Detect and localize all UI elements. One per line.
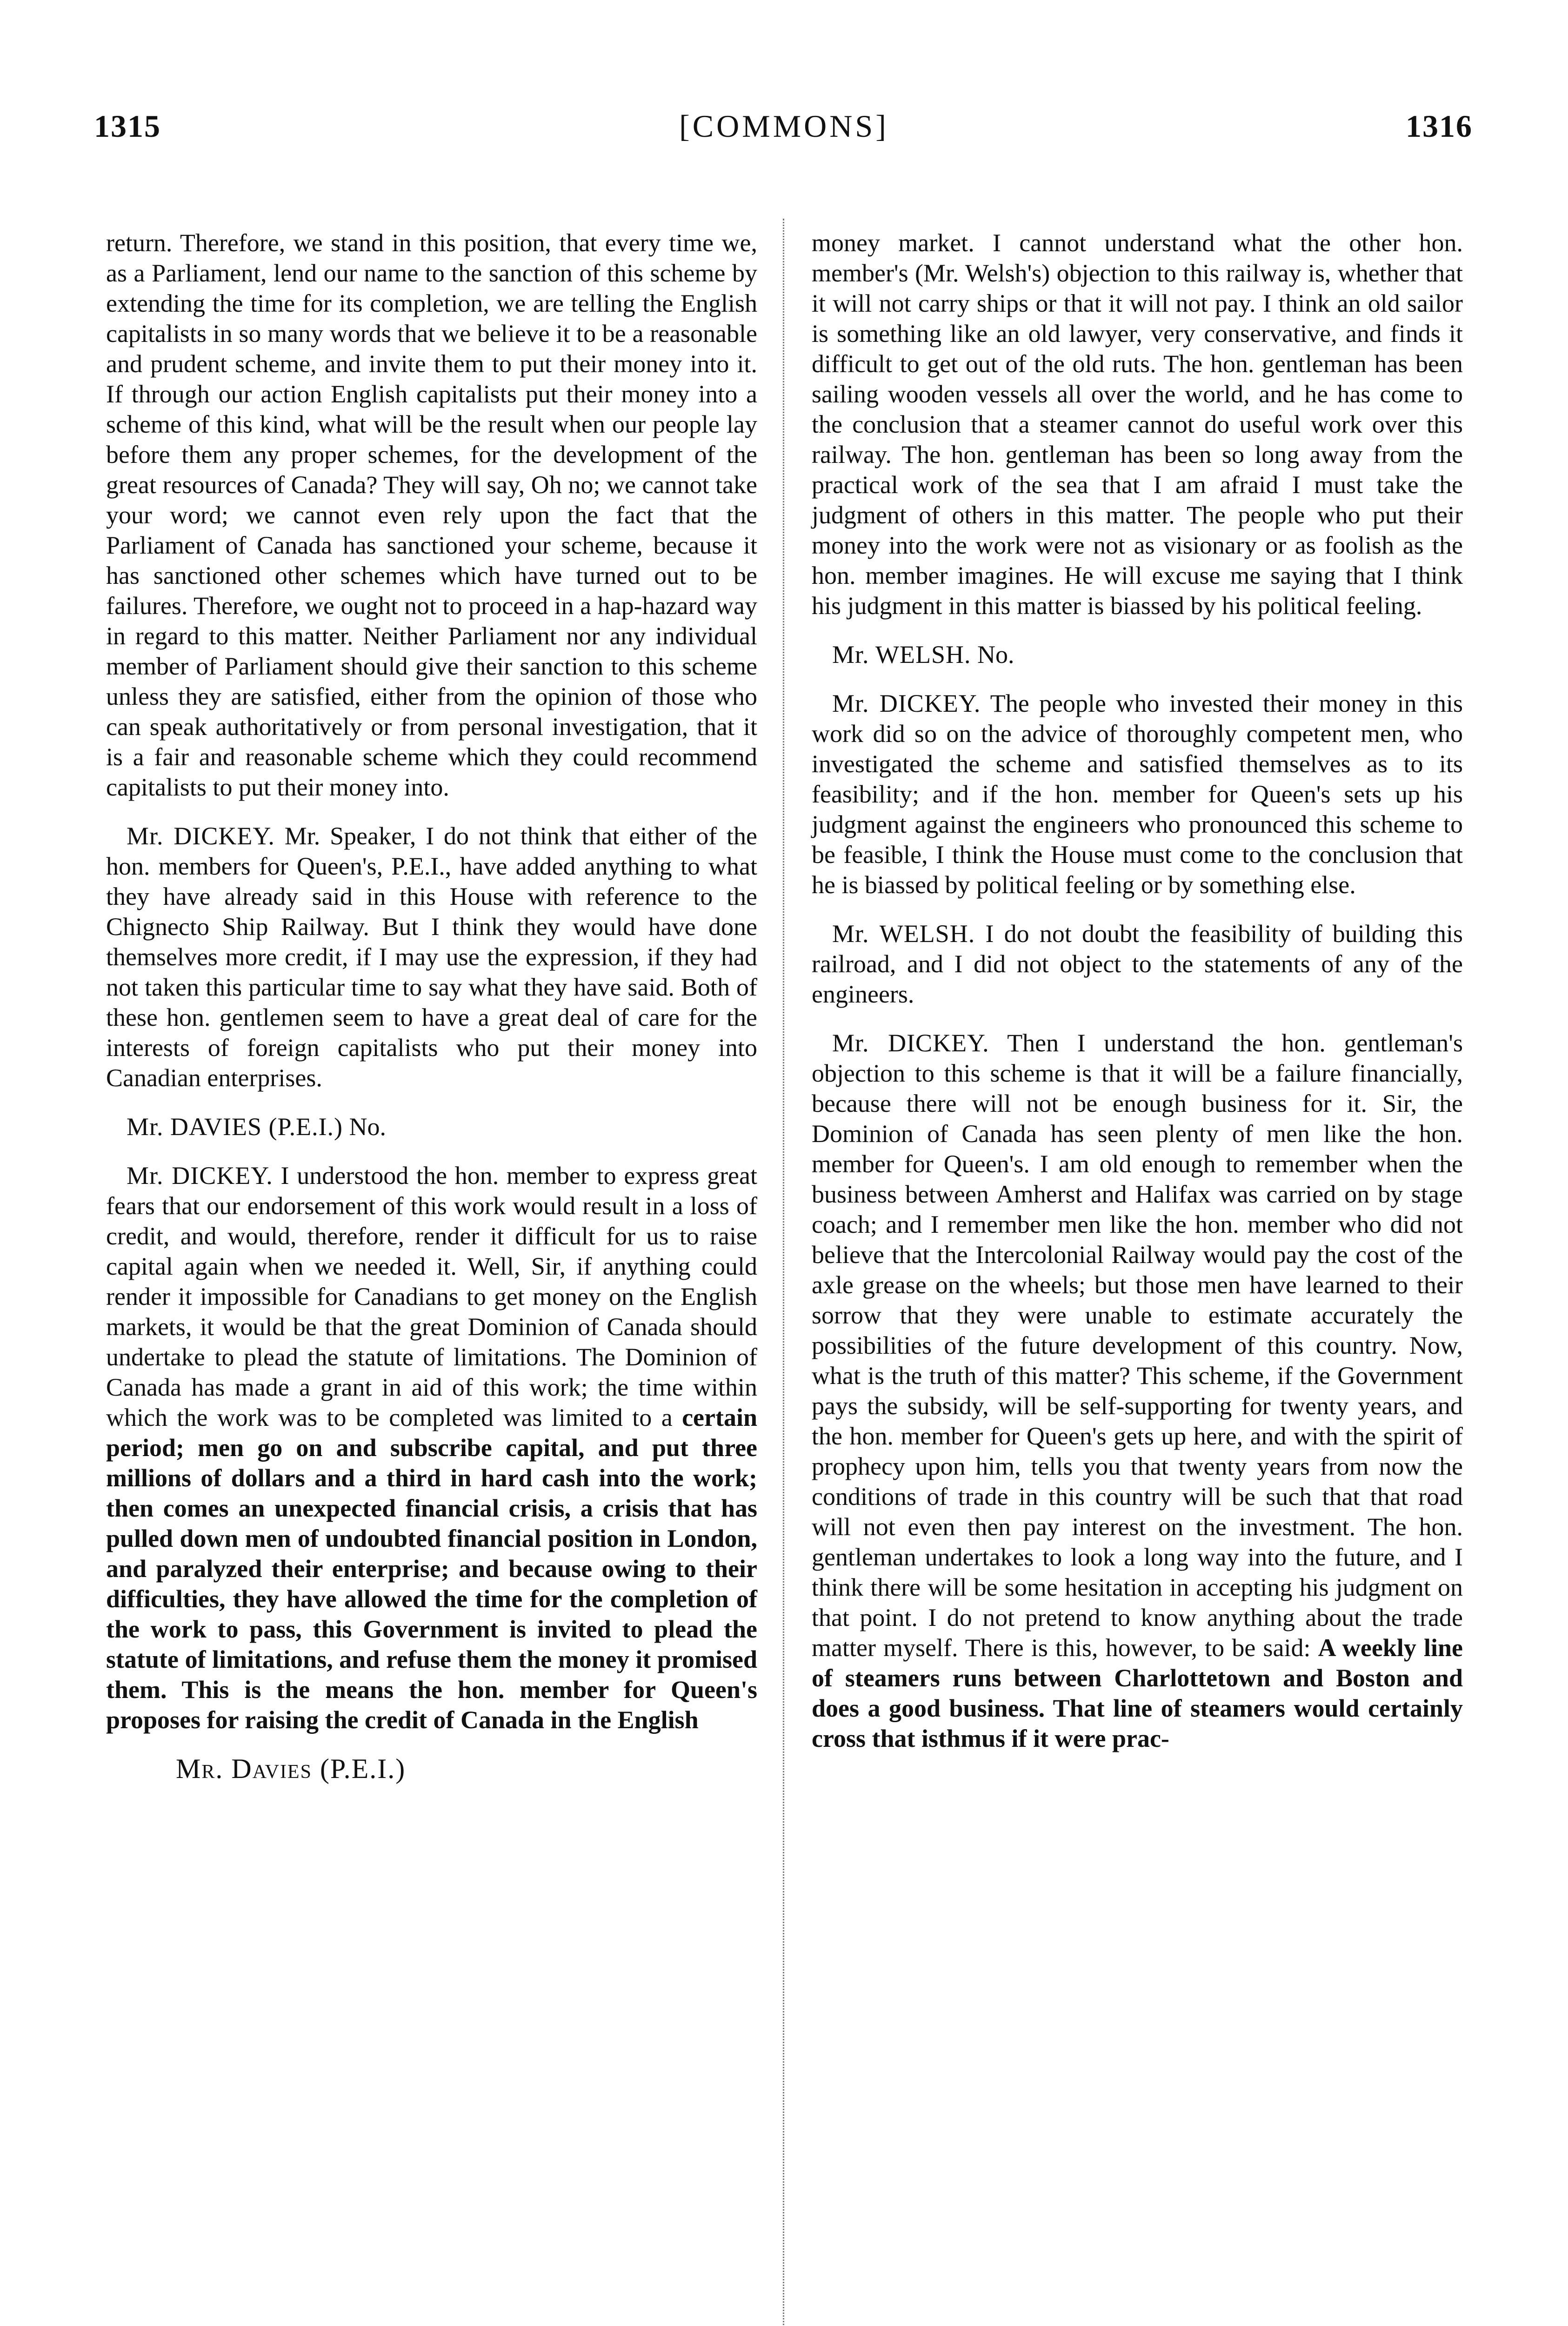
paragraph: [106, 821, 757, 1093]
page-number-left: 1315: [94, 108, 161, 144]
paragraph: [812, 1028, 1463, 1754]
page-number-right: 1316: [1406, 108, 1473, 144]
column-divider: [783, 219, 784, 2326]
speaker-name: Mr. WELSH.: [832, 920, 975, 948]
page-header: [0, 108, 1568, 164]
running-head: [COMMONS]: [679, 108, 889, 144]
speaker-name: Mr. DICKEY.: [127, 822, 275, 850]
speaker-name: Mr. DICKEY.: [127, 1162, 273, 1190]
paragraph: [812, 228, 1463, 621]
paragraph: [812, 640, 1463, 670]
left-column: [106, 228, 757, 1784]
paragraph: [812, 688, 1463, 900]
paragraph-text-bold: certain period; men go on and subscribe capital, and put three millions of dollars and a third in hard cash into the work; then comes an unexpected financial crisis, a crisis that has pulled down men of undoubted financial position in London, and paralyzed their enterprise; and because owing to their difficulties, they have allowed the time for the completion of the work to pass, this Government is invited to plead the statute of limitations, and refuse them the money it promised them. This is the means the hon. member for Queen's proposes for raising the credit of Canada in the English: [106, 1404, 758, 1734]
speaker-name: Mr. DAVIES (P.E.I.): [127, 1113, 343, 1141]
paragraph-text: return. Therefore, we stand in this position, that every time we, as a Parliament, lend our name to the sanction of this scheme by extending the time for its completion, we are telling the English capitalists in so many words that we believe it to be a reasonable and prudent scheme, and invite them to put their money into it. If through our action English capitalists put their money into a scheme of this kind, what will be the result when our people lay before them any proper schemes, for the development of the great resources of Canada? They will say, Oh no; we cannot take your word; we cannot even rely upon the fact that the Parliament of Canada has sanctioned your scheme, because it has sanctioned other schemes which have turned out to be failures. Therefore, we ought not to proceed in a hap-hazard way in regard to this matter. Neither Parliament nor any individual member of Parliament should give their sanction to this scheme unless they are satisfied, either from the opinion of those who can speak authoritatively or from personal investigation, that it is a fair and reasonable scheme which they could recommend capitalists to put their money into.: [106, 229, 757, 801]
speaker-name: Mr. WELSH.: [832, 641, 971, 668]
speaker-name: Mr. DICKEY.: [832, 689, 981, 717]
footer-speaker: Mr. Davies (P.E.I.): [176, 1753, 406, 1784]
paragraph-text: I do not doubt the feasibility of building this railroad, and I did not object to the statements of any of the engineers.: [812, 920, 1463, 1008]
paragraph-text: No.: [977, 641, 1014, 668]
paragraph: [812, 919, 1463, 1009]
paragraph-text: money market. I cannot understand what the other hon. member's (Mr. Welsh's) objection to this railway is, whether that it will not carry ships or that it will not pay. I think an old sailor is something like an old lawyer, very conservative, and finds it difficult to get out of the old ruts. The hon. gentleman has been sailing wooden vessels all over the world, and he has come to the conclusion that a steamer cannot do useful work over this railway. The hon. gentleman has been so long away from the practical work of the sea that I am afraid I must take the judgment of others in this matter. The people who put their money into the work were not as visionary or as foolish as the hon. member imagines. He will excuse me saying that I think his judgment in this matter is biassed by his political feeling.: [812, 229, 1463, 620]
speaker-name: Mr. DICKEY.: [832, 1029, 989, 1057]
paragraph-text: No.: [349, 1113, 387, 1141]
paragraph-text: The people who invested their money in this work did so on the advice of thoroughly competent men, who investigated the scheme and satisfied themselves as to its feasibility; and if the hon. member for Queen's sets up his judgment against the engineers who pronounced this scheme to be feasible, I think the House must come to the conclusion that he is biassed by political feeling or by something else.: [812, 689, 1463, 899]
paragraph-text: I understood the hon. member to express great fears that our endorsement of this work would result in a loss of credit, and would, therefore, render it difficult for us to raise capital again when we needed it. Well, Sir, if anything could render it impossible for Canadians to get money on the English markets, it would be that the great Dominion of Canada should undertake to plead the statute of limitations. The Dominion of Canada has made a grant in aid of this work; the time within which the work was to be completed was limited to a: [106, 1162, 758, 1431]
paragraph-text: Then I understand the hon. gentleman's objection to this scheme is that it will be a failure financially, because there will not be enough business for it. Sir, the Dominion of Canada has seen plenty of men like the hon. member for Queen's. I am old enough to remember when the business between Amherst and Halifax was carried on by stage coach; and I remember men like the hon. member who did not believe that the Intercolonial Railway would pay the cost of the axle grease on the wheels; but those men have learned to their sorrow that they were unable to estimate accurately the possibilities of the future development of this country. Now, what is the truth of this matter? This scheme, if the Government pays the subsidy, will be self-supporting for twenty years, and the hon. member for Queen's gets up here, and with the spirit of prophecy upon him, tells you that twenty years from now the conditions of trade in this country will be such that that road will not even then pay interest on the investment. The hon. gentleman undertakes to look a long way into the future, and I think there will be some hesitation in accepting his judgment on that point. I do not pretend to know anything about the trade matter myself. There is this, however, to be said:: [812, 1029, 1463, 1662]
paragraph-text: Mr. Speaker, I do not think that either of the hon. members for Queen's, P.E.I., have added anything to what they have already said in this House with reference to the Chignecto Ship Railway. But I think they would have done themselves more credit, if I may use the expression, if they had not taken this particular time to say what they have said. Both of these hon. gentlemen seem to have a great deal of care for the interests of foreign capitalists who put their money into Canadian enterprises.: [106, 822, 757, 1092]
paragraph: [106, 228, 757, 802]
paragraph: [106, 1161, 757, 1735]
right-column: [812, 228, 1463, 1772]
paragraph-text-bold: A weekly line of steamers runs between Charlottetown and Boston and does a good business. That line of steamers would certainly cross that isthmus if it were prac-: [812, 1634, 1463, 1752]
paragraph: [106, 1112, 757, 1142]
